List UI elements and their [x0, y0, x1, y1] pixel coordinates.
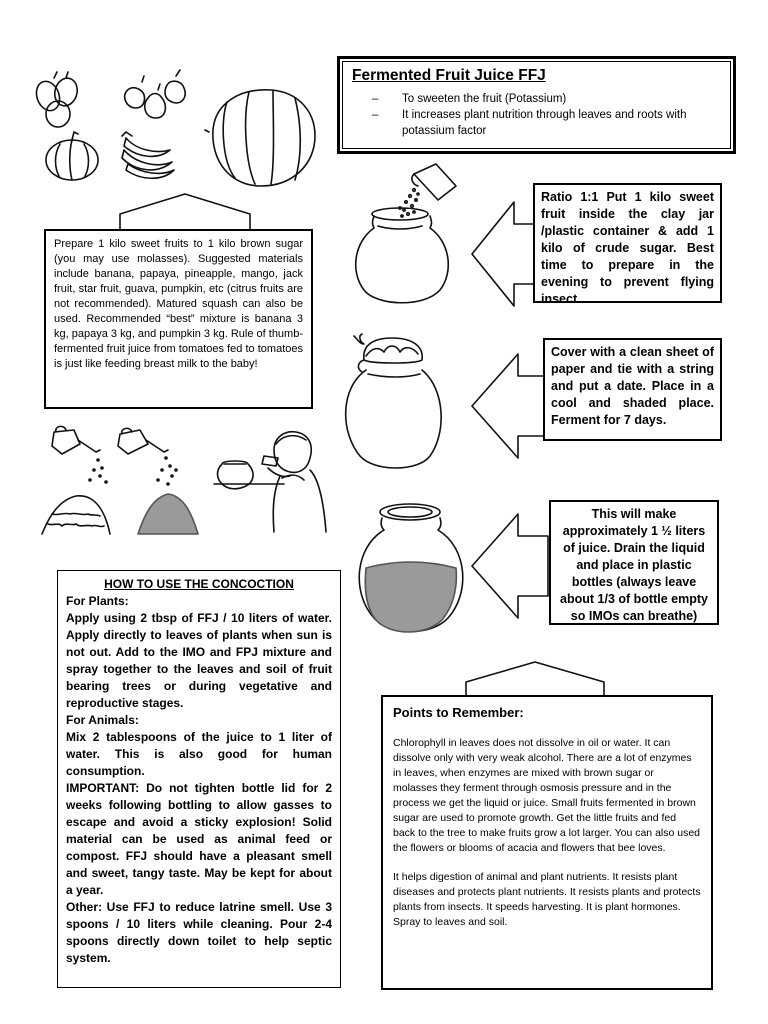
title-box — [337, 56, 736, 154]
other-label: Other: — [66, 900, 102, 914]
step-3-box — [549, 500, 719, 625]
points-paragraph-1: Chlorophyll in leaves does not dissolve in oil or water. It can dissolve only with very weak alcohol. There are a lot of enzymes in leaves, when enzymes are mixed with brown sugar or molasses they ferment through osmosis pressure and in the process we get the liquid or juice. Small fruits fermented in brown sugar are used to promote growth. Get the little fruits and fed back to the tree to make fruits grow a lot larger. You can also used the flowers or blooms of acacia and flowers that bee loves. — [393, 737, 701, 854]
papaya-illustration — [203, 84, 319, 192]
title-bullet — [372, 107, 723, 139]
points-paragraph-2: It helps digestion of animal and plant nutrients. It resists plant diseases and protects plant nutrients. It resists plants and protects plants from insects. It speeds harvesting. It is plant hormones. Spray to leaves and soil. — [393, 871, 701, 928]
step-2-text: Cover with a clean sheet of paper and tie with a string and put a date. Place in a cool and shaded place. Ferment for 7 days. — [551, 345, 714, 427]
step-2-box — [543, 338, 722, 441]
important-label: IMPORTANT: — [66, 781, 140, 795]
page-title: Fermented Fruit Juice FFJ — [352, 67, 546, 84]
step-1-text: Ratio 1:1 Put 1 kilo sweet fruit inside the clay jar /plastic container & add 1 kilo of crude sugar. Best time to prepare in the evening to prevent flying insect. — [541, 190, 714, 306]
person-drinking-illustration — [212, 428, 332, 540]
clay-jar-sugar-icon — [348, 160, 468, 310]
fruits-illustration — [30, 68, 210, 198]
plants-text: Apply using 2 tbsp of FFJ / 10 liters of water. Apply directly to leaves of plants when sun is not out. Add to the IMO and FPJ mixture and spray together to the leaves and soil of fruit bearing trees or during vegetative and reproductive stages. — [66, 611, 332, 710]
step-3-text: This will make approximately 1 ½ liters of juice. Drain the liquid and place in plastic bottles (always leave about 1/3 of bottle empty so IMOs can breathe) — [560, 507, 708, 623]
points-to-remember-box — [381, 695, 713, 990]
jar-with-juice-icon — [356, 498, 466, 638]
title-bullet-text: It increases plant nutrition through leaves and roots with potassium factor — [402, 109, 687, 137]
arrow-left-icon — [470, 512, 552, 622]
title-bullet-text: To sweeten the fruit (Potassium) — [402, 93, 567, 105]
other-paragraph — [66, 899, 332, 967]
important-paragraph — [66, 780, 332, 899]
animals-label: For Animals: — [66, 713, 139, 727]
bullet-marker: – — [372, 109, 379, 121]
bullet-marker: – — [372, 93, 379, 105]
prepare-text: Prepare 1 kilo sweet fruits to 1 kilo brown sugar (you may use molasses). Suggested materials include banana, papaya, pineapple, mango, jack fruit, star fruit, guava, pumpkin, etc (citrus fruits are not recommended). Matured squash can also be used. Recommended “best” mixture is banana 3 kg, papaya 3 kg, and pumpkin 3 kg. Rule of thumb-fermented fruit juice from tomatoes fed to tomatoes is just like feeding breast milk to the baby! — [54, 238, 303, 370]
arrow-left-icon — [470, 200, 540, 310]
step-1-box — [533, 183, 722, 306]
important-text: Do not tighten bottle lid for 2 weeks following bottling to allow gasses to escape and avoid a sticky explosion! Solid material can be used as animal feed or compost. FFJ should have a pleasant smell and sweet, tangy taste. May be kept for about a year. — [66, 781, 332, 897]
covered-jar-icon — [346, 330, 456, 472]
arrow-up-icon — [430, 660, 640, 700]
plants-label: For Plants: — [66, 594, 129, 608]
how-to-use-title: HOW TO USE THE CONCOCTION — [104, 577, 294, 591]
points-title: Points to Remember: — [393, 705, 524, 720]
prepare-box — [44, 229, 313, 409]
title-bullet — [372, 91, 723, 107]
arrow-up-icon — [90, 192, 280, 232]
arrow-left-icon — [470, 352, 548, 462]
watering-cans-illustration — [40, 424, 215, 539]
animals-text: Mix 2 tablespoons of the juice to 1 liter of water. This is also good for human consumption. — [66, 730, 332, 778]
other-text: Use FFJ to reduce latrine smell. Use 3 spoons / 10 liters while cleaning. Pour 2-4 spoons directly down toilet to help septic system. — [66, 900, 332, 965]
how-to-use-box — [57, 570, 341, 988]
